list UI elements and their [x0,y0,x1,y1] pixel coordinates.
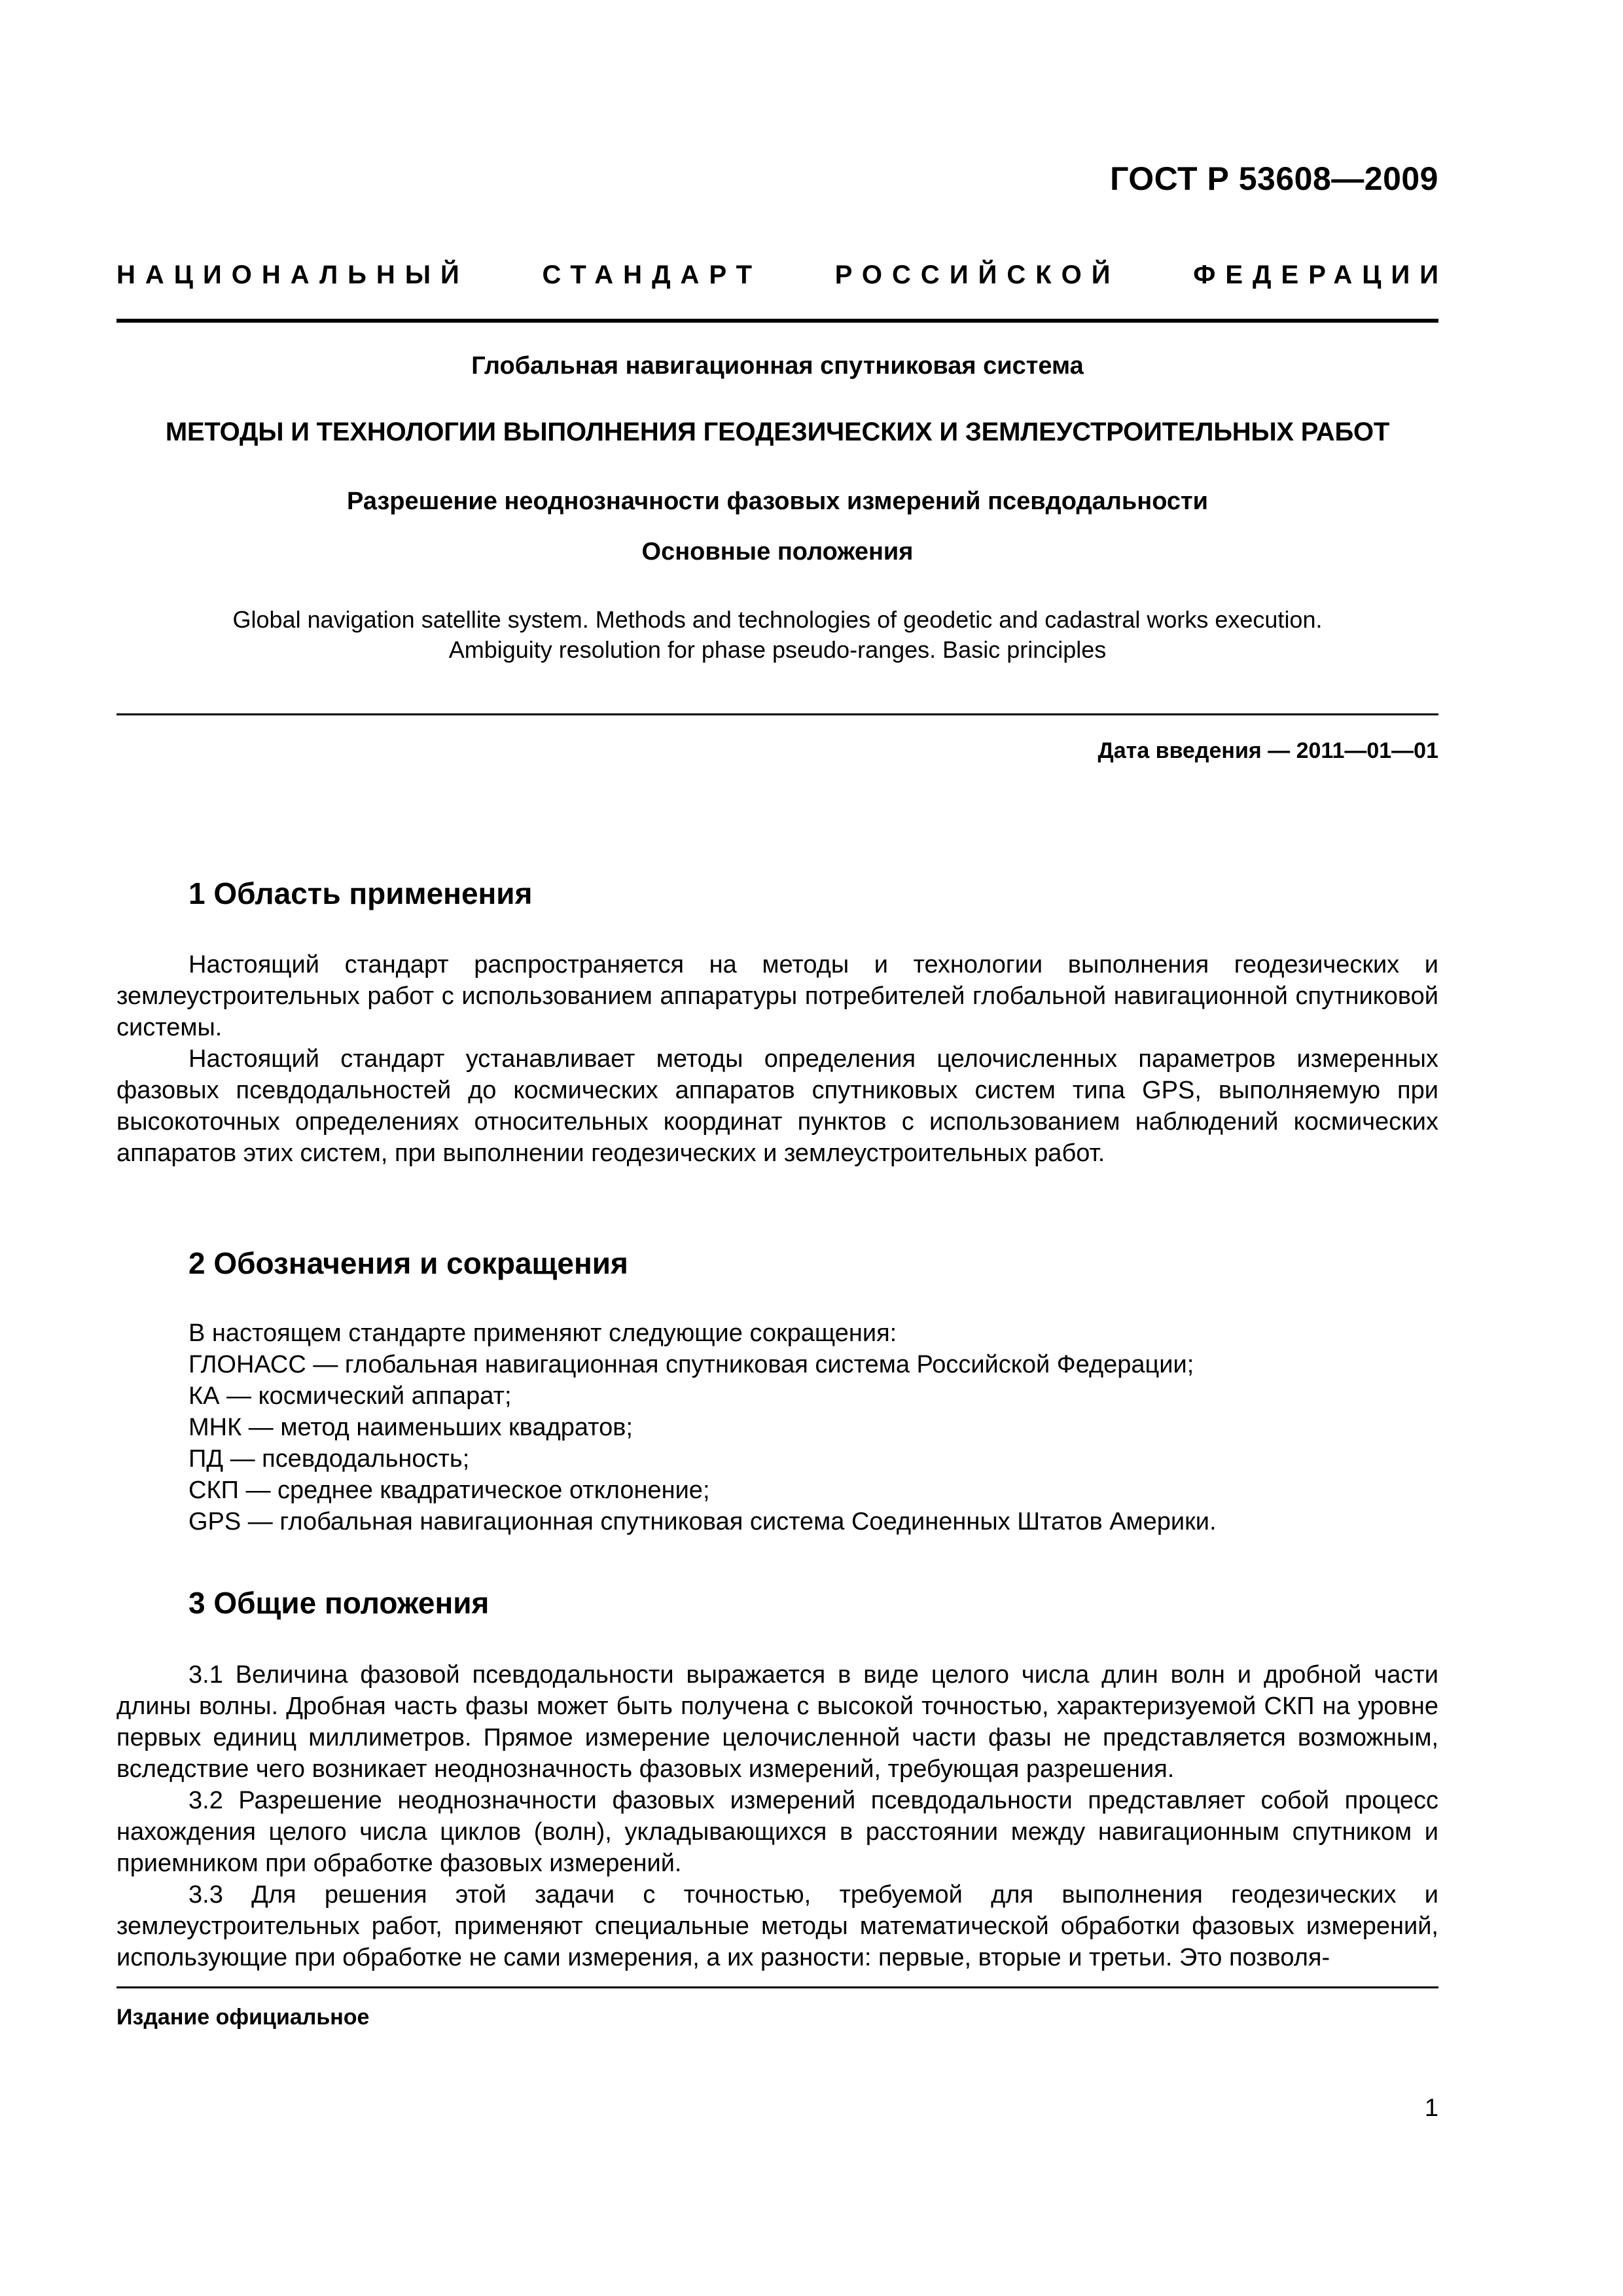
list-item: В настоящем стандарте применяют следующие сокращения: [188,1319,897,1347]
national-standard-banner [116,260,1448,290]
list-item: СКП — среднее квадратическое отклонение; [188,1477,710,1504]
section-3-body [116,1659,1438,1973]
title-divider [116,713,1438,715]
english-title-line: Ambiguity resolution for phase pseudo-ranges. Basic principles [448,636,1107,663]
paragraph: Настоящий стандарт распространяется на методы и технологии выполнения геодезических и землеустроительных работ с использованием аппаратуры потребителей глобальной навигационной спутниковой системы. [116,951,1438,1041]
paragraph: Настоящий стандарт устанавливает методы определения целочисленных параметров измеренных фазовых псевдодальностей до космических аппаратов спутниковых систем типа GPS, выполняемую при высокоточных определениях относительных координат пунктов с использованием наблюдений космических аппаратов этих систем, при выполнении геодезических и землеустроительных работ. [116,1045,1438,1167]
list-item: GPS — глобальная навигационная спутниковая система Соединенных Штатов Америки. [188,1508,1217,1535]
banner-word: ФЕДЕРАЦИИ [1193,260,1448,289]
basic-title: Основные положения [641,538,914,565]
list-item: КА — космический аппарат; [188,1382,512,1410]
footer-divider [116,1986,1438,1988]
banner-word: СТАНДАРТ [542,260,762,289]
header-divider [116,319,1438,323]
section-2-heading: 2 Обозначения и сокращения [188,1246,628,1280]
introduction-date: Дата введения — 2011—01—01 [1097,738,1438,763]
main-title: МЕТОДЫ И ТЕХНОЛОГИИ ВЫПОЛНЕНИЯ ГЕОДЕЗИЧЕСКИХ И ЗЕМЛЕУСТРОИТЕЛЬНЫХ РАБОТ [165,418,1390,446]
document-number: ГОСТ Р 53608—2009 [1110,160,1438,197]
banner-word: РОССИЙСКОЙ [834,260,1120,289]
list-item: ПД — псевдодальность; [188,1445,470,1473]
page-number: 1 [1424,2094,1438,2122]
section-1-body [116,949,1438,1169]
abbreviations-list [188,1318,1438,1537]
paragraph: 3.2 Разрешение неоднозначности фазовых измерений псевдодальности представляет собой процесс нахождения целого числа циклов (волн), укладывающихся в расстоянии между навигационным спутником и приемником при обработке фазовых измерений. [116,1787,1438,1877]
english-title-line: Global navigation satellite system. Methods and technologies of geodetic and cadastral works execution. [232,606,1323,633]
edition-note: Издание официальное [116,2005,370,2030]
section-1-heading: 1 Область применения [188,876,533,910]
paragraph: 3.1 Величина фазовой псевдодальности выражается в виде целого числа длин волн и дробной части длины волны. Дробная часть фазы может быть получена с высокой точностью, характеризуемой СКП на уровне первых единиц миллиметров. Прямое измерение целочисленной части фазы не представляется возможным, вследствие чего возникает неоднозначность фазовых измерений, требующая разрешения. [116,1661,1438,1783]
list-item: ГЛОНАСС — глобальная навигационная спутниковая система Российской Федерации; [188,1351,1194,1378]
part-title: Разрешение неоднозначности фазовых измерений псевдодальности [346,488,1209,515]
section-3-heading: 3 Общие положения [188,1586,490,1620]
banner-word: НАЦИОНАЛЬНЫЙ [116,260,469,289]
english-title [116,605,1438,665]
subtitle: Глобальная навигационная спутниковая система [471,352,1084,380]
paragraph: 3.3 Для решения этой задачи с точностью, требуемой для выполнения геодезических и землеустроительных работ, применяют специальные методы математической обработки фазовых измерений, использующие при обработке не сами измерения, а их разности: первые, вторые и третьи. Это позволя- [116,1881,1438,1971]
list-item: МНК — метод наименьших квадратов; [188,1414,633,1441]
